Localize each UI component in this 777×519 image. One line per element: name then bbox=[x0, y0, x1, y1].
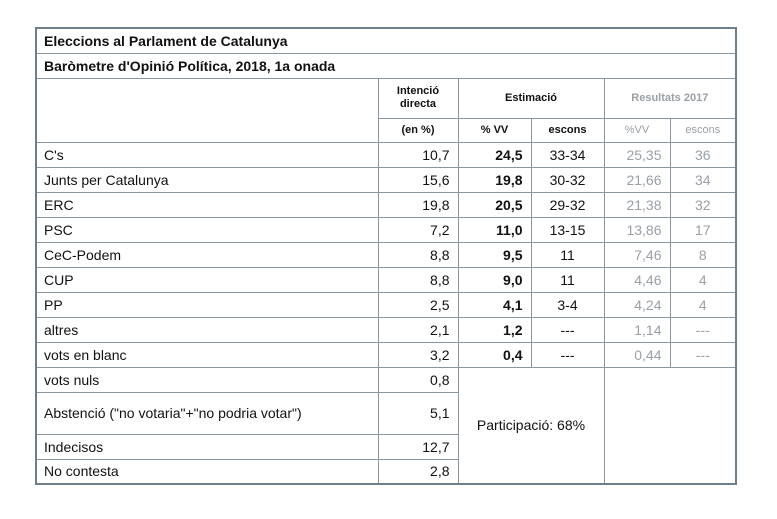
estimacio-vv-value: 9,5 bbox=[458, 242, 531, 267]
category-name: Indecisos bbox=[36, 434, 378, 459]
estimacio-escons-value: 30-32 bbox=[531, 167, 604, 192]
resultat-vv-value: 1,14 bbox=[604, 317, 670, 342]
header-blank bbox=[36, 78, 378, 142]
table-title: Eleccions al Parlament de Catalunya bbox=[36, 28, 736, 53]
intencio-value: 5,1 bbox=[378, 392, 458, 434]
table-row bbox=[36, 317, 736, 342]
empty-results-cell bbox=[604, 367, 736, 484]
party-name: C's bbox=[36, 142, 378, 167]
intencio-value: 3,2 bbox=[378, 342, 458, 367]
category-name: Abstenció ("no votaria"+"no podria votar") bbox=[36, 392, 378, 434]
intencio-value: 15,6 bbox=[378, 167, 458, 192]
estimacio-vv-value: 11,0 bbox=[458, 217, 531, 242]
resultat-vv-value: 0,44 bbox=[604, 342, 670, 367]
table-row bbox=[36, 192, 736, 217]
resultat-vv-value: 25,35 bbox=[604, 142, 670, 167]
estimacio-vv-value: 1,2 bbox=[458, 317, 531, 342]
intencio-value: 19,8 bbox=[378, 192, 458, 217]
intencio-value: 12,7 bbox=[378, 434, 458, 459]
estimacio-escons-value: 11 bbox=[531, 242, 604, 267]
table-row bbox=[36, 242, 736, 267]
header-res-escons: escons bbox=[670, 118, 736, 142]
header-estimacio: Estimació bbox=[458, 78, 604, 118]
resultat-escons-value: 4 bbox=[670, 292, 736, 317]
estimacio-escons-value: 3-4 bbox=[531, 292, 604, 317]
table-row bbox=[36, 292, 736, 317]
estimacio-escons-value: 33-34 bbox=[531, 142, 604, 167]
party-name: Junts per Catalunya bbox=[36, 167, 378, 192]
resultat-escons-value: 4 bbox=[670, 267, 736, 292]
category-name: No contesta bbox=[36, 459, 378, 484]
intencio-value: 10,7 bbox=[378, 142, 458, 167]
estimacio-escons-value: 11 bbox=[531, 267, 604, 292]
table-row bbox=[36, 142, 736, 167]
party-name: PSC bbox=[36, 217, 378, 242]
intencio-value: 8,8 bbox=[378, 242, 458, 267]
table-subtitle: Baròmetre d'Opinió Política, 2018, 1a onada bbox=[36, 53, 736, 78]
resultat-escons-value: --- bbox=[670, 317, 736, 342]
resultat-escons-value: 34 bbox=[670, 167, 736, 192]
category-name: vots nuls bbox=[36, 367, 378, 392]
intencio-value: 0,8 bbox=[378, 367, 458, 392]
estimacio-vv-value: 0,4 bbox=[458, 342, 531, 367]
intencio-value: 2,8 bbox=[378, 459, 458, 484]
table-row bbox=[36, 267, 736, 292]
party-name: altres bbox=[36, 317, 378, 342]
table-row bbox=[36, 217, 736, 242]
table-row bbox=[36, 342, 736, 367]
header-intencio: Intenció directa bbox=[378, 78, 458, 118]
intencio-value: 7,2 bbox=[378, 217, 458, 242]
party-name: CeC-Podem bbox=[36, 242, 378, 267]
estimacio-vv-value: 19,8 bbox=[458, 167, 531, 192]
resultat-vv-value: 21,38 bbox=[604, 192, 670, 217]
table-row bbox=[36, 167, 736, 192]
table-row bbox=[36, 367, 736, 392]
intencio-value: 2,1 bbox=[378, 317, 458, 342]
resultat-vv-value: 13,86 bbox=[604, 217, 670, 242]
participacio-cell: Participació: 68% bbox=[458, 367, 604, 484]
resultat-vv-value: 7,46 bbox=[604, 242, 670, 267]
intencio-value: 2,5 bbox=[378, 292, 458, 317]
party-name: vots en blanc bbox=[36, 342, 378, 367]
party-name: PP bbox=[36, 292, 378, 317]
estimacio-vv-value: 4,1 bbox=[458, 292, 531, 317]
resultat-vv-value: 21,66 bbox=[604, 167, 670, 192]
estimacio-escons-value: 13-15 bbox=[531, 217, 604, 242]
resultat-escons-value: 32 bbox=[670, 192, 736, 217]
header-escons: escons bbox=[531, 118, 604, 142]
header-vv: % VV bbox=[458, 118, 531, 142]
estimacio-vv-value: 24,5 bbox=[458, 142, 531, 167]
party-name: ERC bbox=[36, 192, 378, 217]
resultat-vv-value: 4,24 bbox=[604, 292, 670, 317]
resultat-escons-value: 8 bbox=[670, 242, 736, 267]
estimacio-escons-value: --- bbox=[531, 342, 604, 367]
estimacio-escons-value: --- bbox=[531, 317, 604, 342]
poll-table-container bbox=[35, 27, 735, 485]
poll-table bbox=[35, 27, 737, 485]
party-name: CUP bbox=[36, 267, 378, 292]
intencio-value: 8,8 bbox=[378, 267, 458, 292]
resultat-escons-value: --- bbox=[670, 342, 736, 367]
estimacio-vv-value: 20,5 bbox=[458, 192, 531, 217]
estimacio-vv-value: 9,0 bbox=[458, 267, 531, 292]
resultat-vv-value: 4,46 bbox=[604, 267, 670, 292]
header-intencio-unit: (en %) bbox=[378, 118, 458, 142]
header-res-vv: %VV bbox=[604, 118, 670, 142]
estimacio-escons-value: 29-32 bbox=[531, 192, 604, 217]
header-resultats: Resultats 2017 bbox=[604, 78, 736, 118]
resultat-escons-value: 36 bbox=[670, 142, 736, 167]
resultat-escons-value: 17 bbox=[670, 217, 736, 242]
